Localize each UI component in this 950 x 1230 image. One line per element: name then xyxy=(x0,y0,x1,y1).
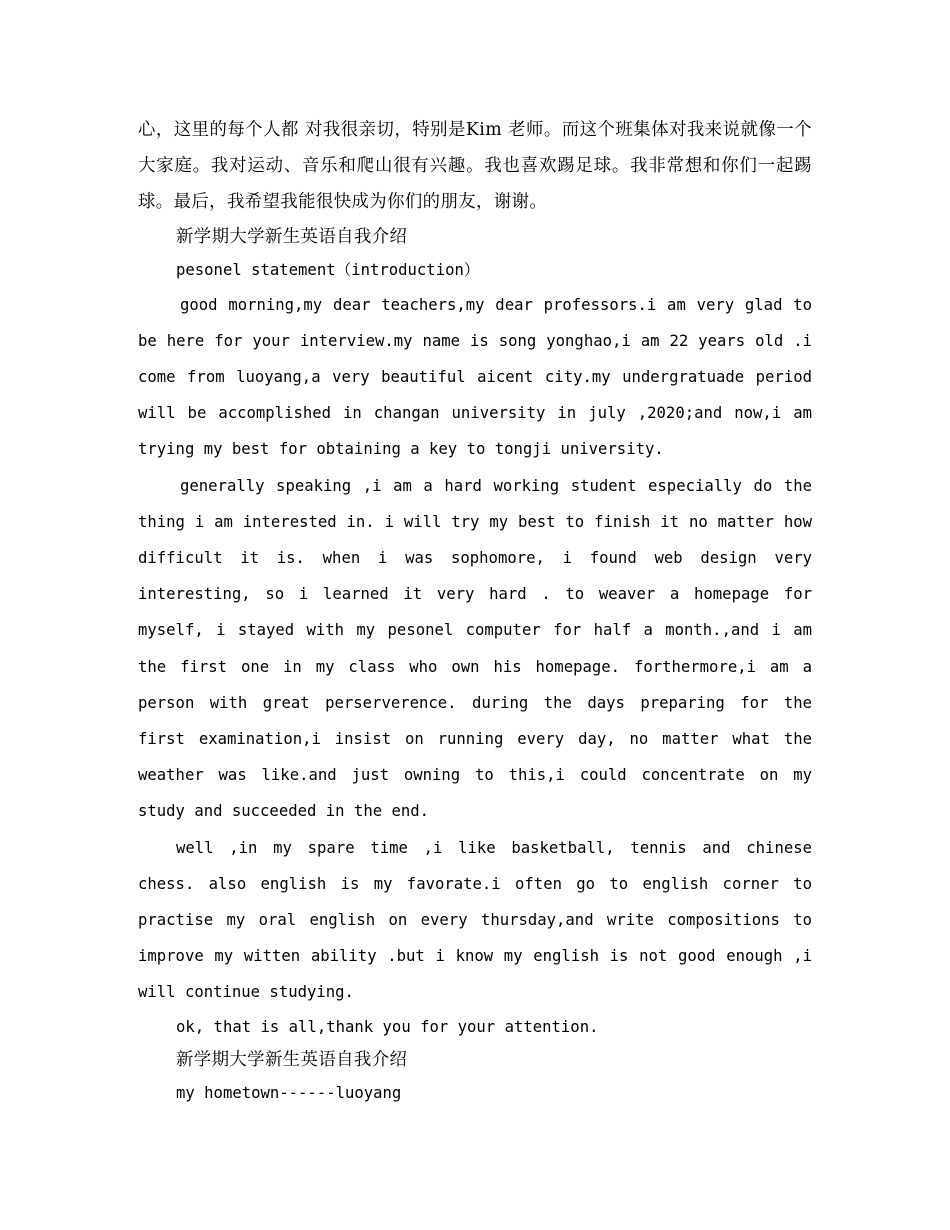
section-heading-1: 新学期大学新生英语自我介绍 xyxy=(176,226,408,247)
paragraph-hobbies: well ,in my spare time ,i like basketball, tennis and chinese chess. also english is my favorate.i often go to english corner to practise my oral english on every thursday,and write compositions to improve my witten ability .but i know my english is not good enough ,i will continue studying. xyxy=(138,838,812,1002)
section-subtitle-2: my hometown------luoyang xyxy=(176,1083,402,1102)
document-body xyxy=(138,112,812,1110)
paragraph-study-habits: generally speaking ,i am a hard working student especially do the thing i am interested in. i will try my best to finish it no matter how difficult it is. when i was sophomore, i found web design very interesting, so i learned it very hard . to weaver a homepage for myself, i stayed with my pesonel computer for half a month.,and i am the first one in my class who own his homepage. forthermore,i am a person with great perserverence. during the days preparing for the first examination,i insist on running every day, no matter what the weather was like.and just owning to this,i could concentrate on my study and succeeded in the end. xyxy=(138,476,812,821)
section-heading-2: 新学期大学新生英语自我介绍 xyxy=(176,1049,408,1070)
chinese-paragraph: 心，这里的每个人都 对我很亲切，特别是Kim 老师。而这个班集体对我来说就像一个大家庭。我对运动、音乐和爬山很有兴趣。我也喜欢踢足球。我非常想和你们一起踢球。最后，我希望我能很快成为你们的朋友，谢谢。 xyxy=(138,120,812,213)
paragraph-introduction: good morning,my dear teachers,my dear professors.i am very glad to be here for your interview.my name is song yonghao,i am 22 years old .i come from luoyang,a very beautiful aicent city.my undergratuade period will be accomplished in changan university in july ,2020;and now,i am trying my best for obtaining a key to tongji university. xyxy=(138,295,812,459)
paragraph-closing: ok, that is all,thank you for your attention. xyxy=(176,1017,599,1036)
section-subtitle-1: pesonel statement（introduction） xyxy=(176,260,480,279)
